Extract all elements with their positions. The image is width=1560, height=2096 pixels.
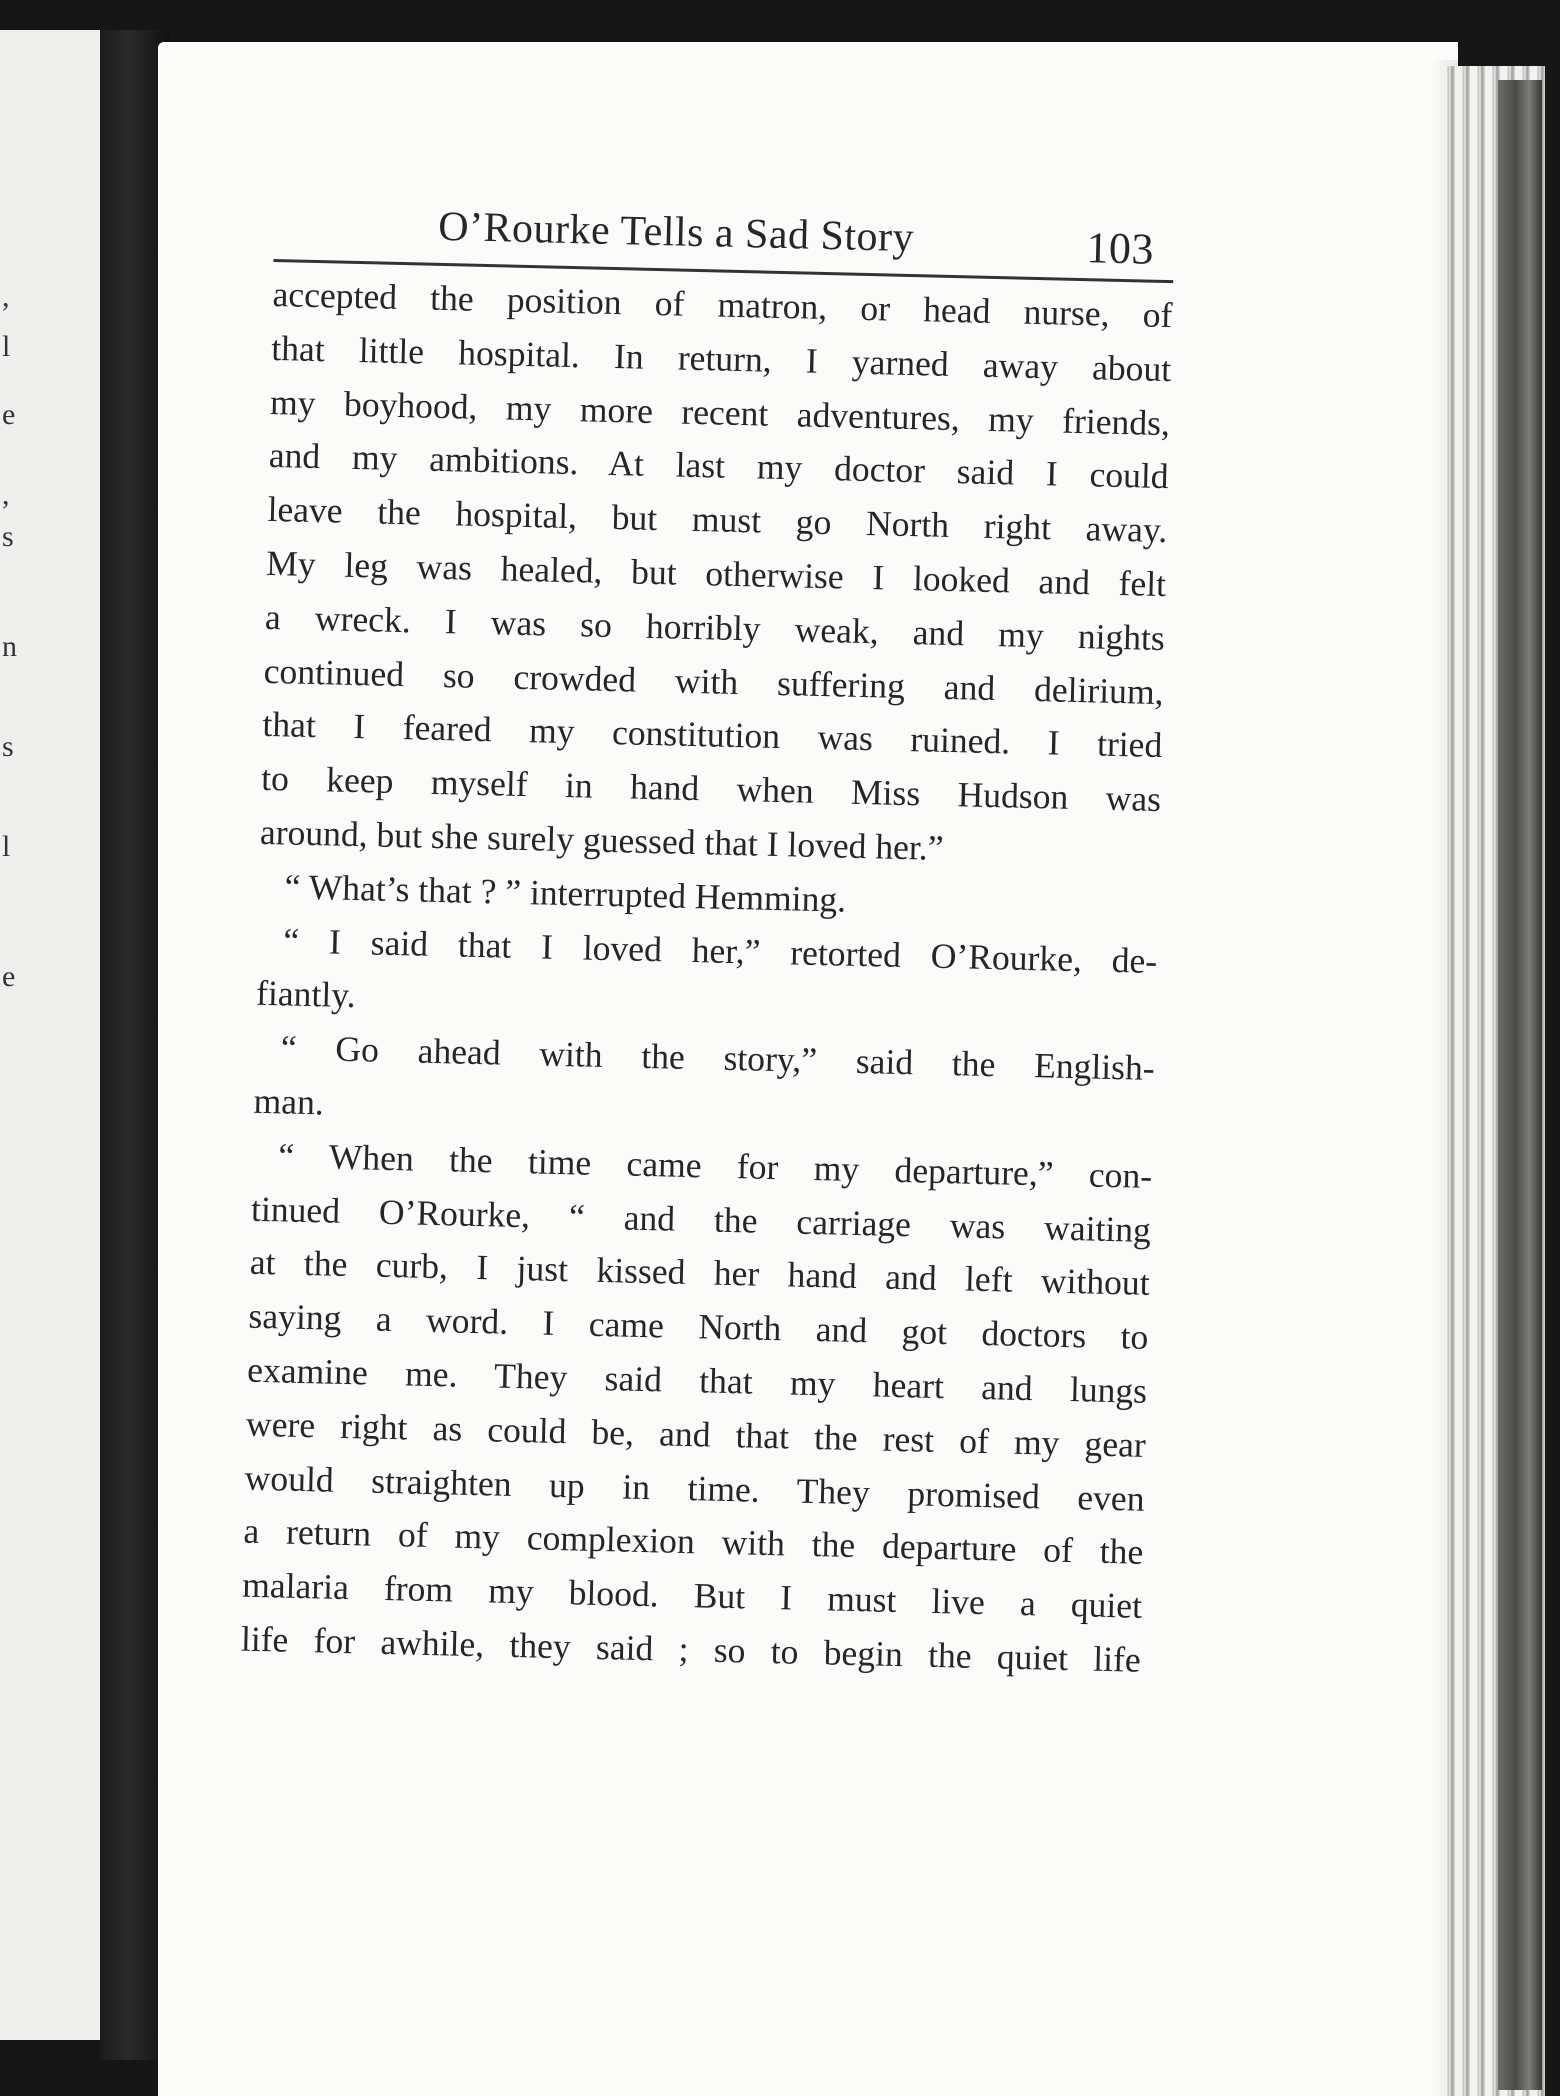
previous-page-fragment: , [2,478,10,511]
previous-page-fragment: s [2,730,14,763]
body-text [240,268,1173,1688]
text-line: tinued O’Rourke, “ and the carriage was waiting [250,1188,1152,1250]
book-cover-edge [1498,80,1542,2090]
text-line: a return of my complexion with the departure of the [243,1510,1144,1573]
text-line: continued so crowded with suffering and delirium, [263,650,1165,712]
text-line: to keep myself in hand when Miss Hudson was [260,758,1162,820]
previous-page-fragment: s [2,520,14,553]
text-line: and my ambitions. At last my doctor said I could [268,435,1170,497]
text-line: that little hospital. In return, I yarned away about [270,327,1172,389]
text-line: My leg was healed, but otherwise I looked and felt [265,542,1167,605]
previous-page-fragment: , [2,280,10,313]
text-line: “ When the time came for my departure,” con- [277,1135,1153,1196]
text-line: around, but she surely guessed that I loved her.” [259,811,944,868]
text-line: at the curb, I just kissed her hand and left without [249,1242,1151,1304]
text-line: examine me. They said that my heart and lungs [246,1349,1148,1411]
text-line: “ Go ahead with the story,” said the English- [280,1027,1156,1089]
text-line: fiantly. [255,973,357,1016]
previous-page-fragment: n [2,630,17,663]
text-line: accepted the position of matron, or head nurse, of [272,273,1173,336]
text-line: would straighten up in time. They promised even [244,1457,1146,1519]
text-line: a wreck. I was so horribly weak, and my nights [264,596,1166,658]
text-line: saying a word. I came North and got doctors to [248,1295,1149,1358]
previous-page-fragment: l [2,830,11,863]
previous-page-fragment: l [2,330,11,363]
text-block [240,195,1174,1688]
page-number: 103 [1085,223,1155,274]
text-line: leave the hospital, but must go North right away. [267,489,1168,551]
previous-page-fragment: e [2,960,16,993]
text-line: “ What’s that ? ” interrupted Hemming. [284,866,847,920]
previous-page-fragment: e [2,398,16,431]
text-line: malaria from my blood. But I must live a quiet [241,1564,1143,1626]
text-line: my boyhood, my more recent adventures, my friends, [269,381,1171,443]
running-head-title: O’Rourke Tells a Sad Story [437,203,915,262]
text-line: life for awhile, they said ; so to begin the quiet life [240,1618,1142,1680]
text-line: “ I said that I loved her,” retorted O’Rourke, de- [282,919,1158,981]
text-line: were right as could be, and that the rest of my gear [245,1403,1147,1465]
text-line: man. [253,1080,325,1123]
text-line: that I feared my constitution was ruined. I tried [262,704,1163,766]
